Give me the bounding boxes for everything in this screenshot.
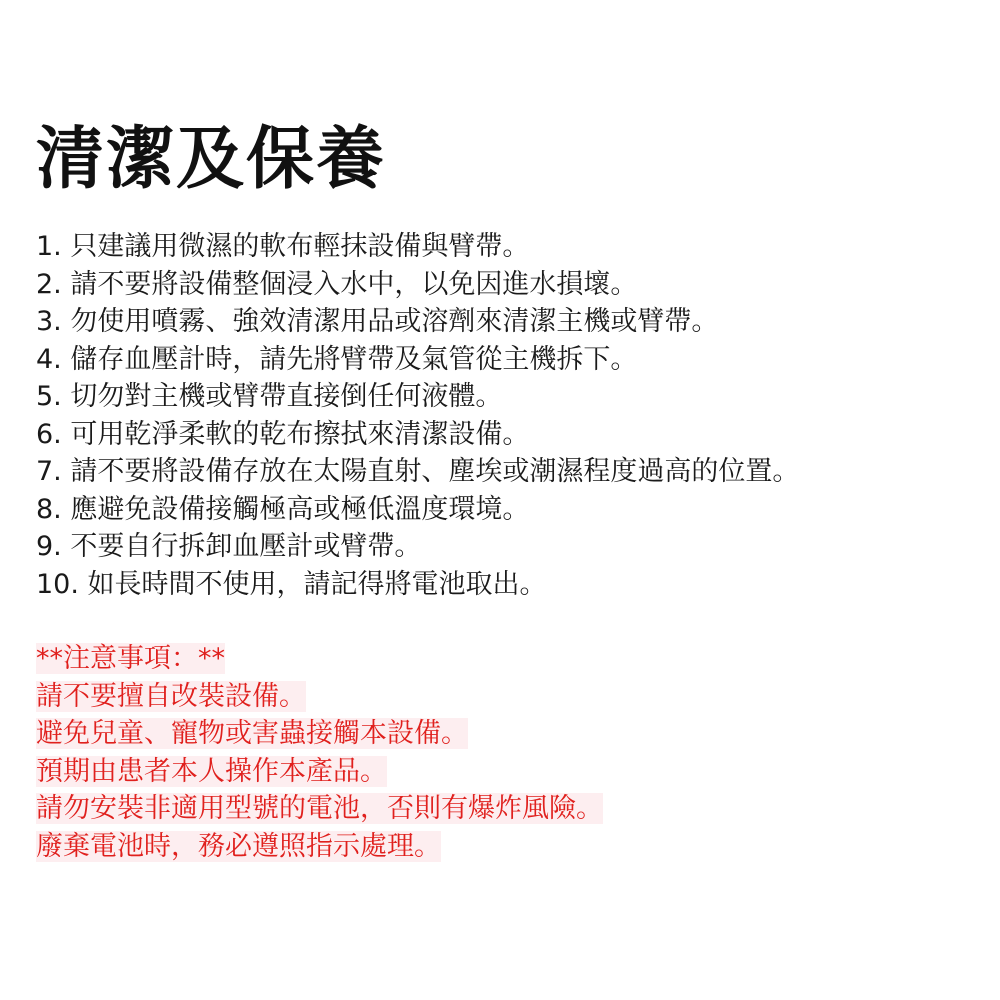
caution-text: 請勿安裝非適用型號的電池，否則有爆炸風險。 xyxy=(36,793,603,824)
cautions-section xyxy=(36,640,976,865)
list-item: 5. 切勿對主機或臂帶直接倒任何液體。 xyxy=(36,381,503,412)
list-item: 6. 可用乾淨柔軟的乾布擦拭來清潔設備。 xyxy=(36,418,530,450)
list-item: 3. 勿使用噴霧、強效清潔用品或溶劑來清潔主機或臂帶。 xyxy=(36,306,719,337)
caution-line xyxy=(36,790,976,828)
caution-text: 請不要擅自改裝設備。 xyxy=(36,680,306,712)
caution-text: 廢棄電池時，務必遵照指示處理。 xyxy=(36,830,441,862)
caution-line xyxy=(36,678,976,716)
cautions-heading-text: **注意事項：** xyxy=(36,643,225,674)
caution-line xyxy=(36,753,976,791)
list-item: 4. 儲存血壓計時，請先將臂帶及氣管從主機拆下。 xyxy=(36,343,638,375)
caution-line xyxy=(36,828,976,866)
list-item: 9. 不要自行拆卸血壓計或臂帶。 xyxy=(36,531,422,562)
care-instructions-list xyxy=(36,228,976,603)
page-title: 清潔及保養 xyxy=(36,120,387,199)
caution-line xyxy=(36,715,976,753)
list-item: 10. 如長時間不使用，請記得將電池取出。 xyxy=(36,568,547,600)
caution-text: 預期由患者本人操作本產品。 xyxy=(36,755,387,787)
cautions-heading xyxy=(36,640,976,678)
caution-text: 避免兒童、寵物或害蟲接觸本設備。 xyxy=(36,718,468,749)
list-item: 7. 請不要將設備存放在太陽直射、塵埃或潮濕程度過高的位置。 xyxy=(36,456,800,487)
list-item: 8. 應避免設備接觸極高或極低溫度環境。 xyxy=(36,493,530,525)
list-item: 2. 請不要將設備整個浸入水中，以免因進水損壞。 xyxy=(36,268,638,300)
list-item: 1. 只建議用微濕的軟布輕抹設備與臂帶。 xyxy=(36,231,530,262)
document-page xyxy=(36,112,976,865)
